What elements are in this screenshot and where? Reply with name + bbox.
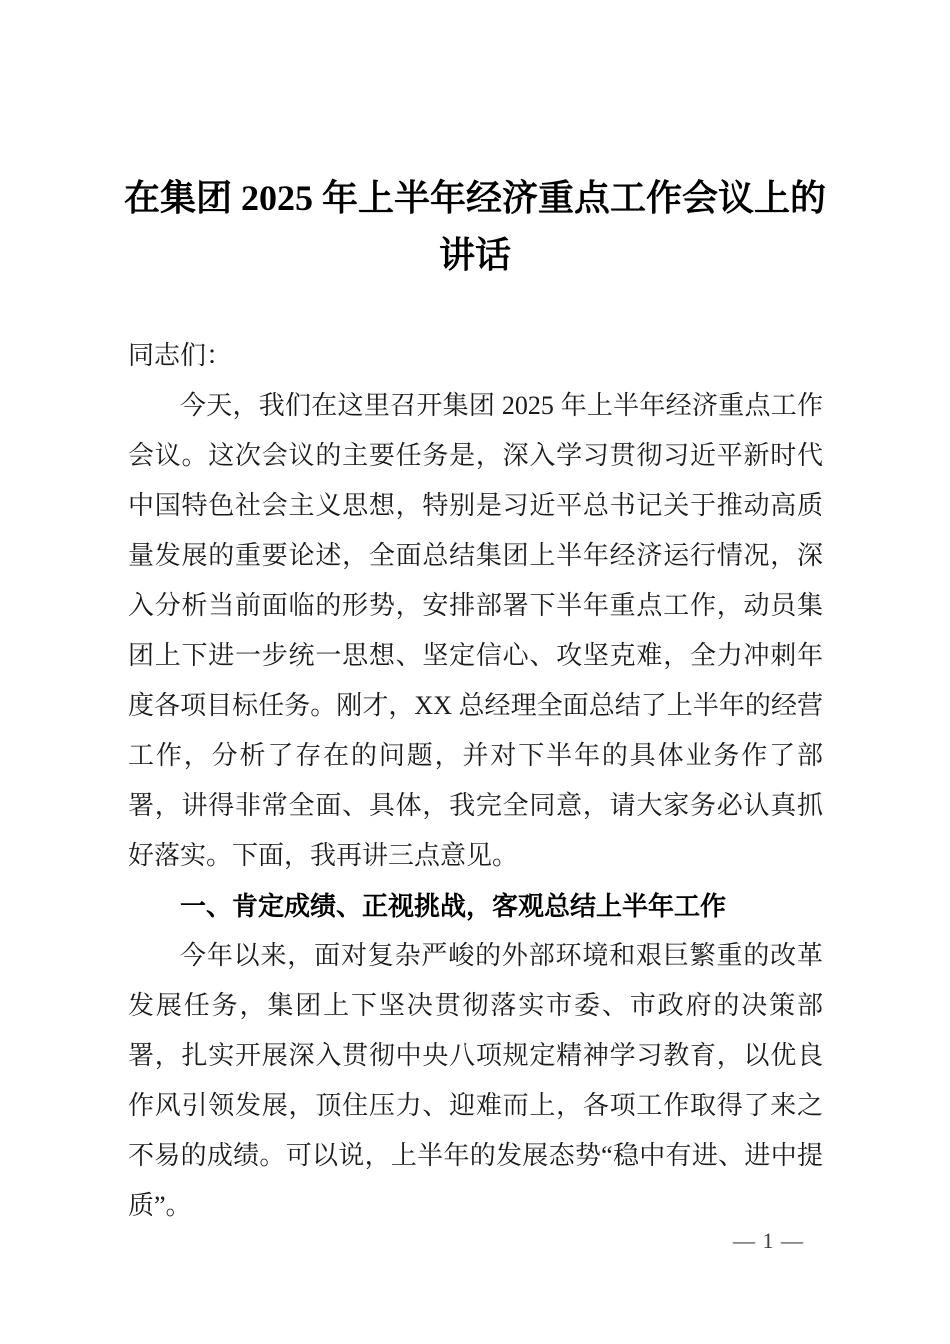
section-heading-1: 一、肯定成绩、正视挑战，客观总结上半年工作 (180, 891, 727, 921)
document-title-line-2: 讲话 (438, 235, 511, 275)
body-paragraph-2: 今年以来，面对复杂严峻的外部环境和艰巨繁重的改革发展任务，集团上下坚决贯彻落实市委、市政府的决策部署，扎实开展深入贯彻中央八项规定精神学习教育，以优良作风引领发展，顶住压力、迎难而上，各项工作取得了来之不易的成绩。可以说，上半年的发展态势“稳中有进、进中提质”。 (128, 941, 823, 1220)
body-paragraph-1: 今天，我们在这里召开集团 2025 年上半年经济重点工作会议。这次会议的主要任务是，深入学习贯彻习近平新时代中国特色社会主义思想，特别是习近平总书记关于推动高质量发展的重要论述，全面总结集团上半年经济运行情况，深入分析当前面临的形势，安排部署下半年重点工作，动员集团上下进一步统一思想、坚定信心、攻坚克难，全力冲刺年度各项目标任务。刚才，XX 总经理全面总结了上半年的经营工作，分析了存在的问题，并对下半年的具体业务作了部署，讲得非常全面、具体，我完全同意，请大家务必认真抓好落实。下面，我再讲三点意见。 (128, 391, 823, 870)
page-number: — 1 — (733, 1228, 804, 1253)
document-title (45, 0, 905, 284)
document-body (128, 331, 823, 1231)
salutation-line: 同志们： (128, 341, 233, 370)
document-title-line-1: 在集团 2025 年上半年经济重点工作会议上的 (123, 178, 826, 218)
page-footer (733, 1226, 804, 1256)
